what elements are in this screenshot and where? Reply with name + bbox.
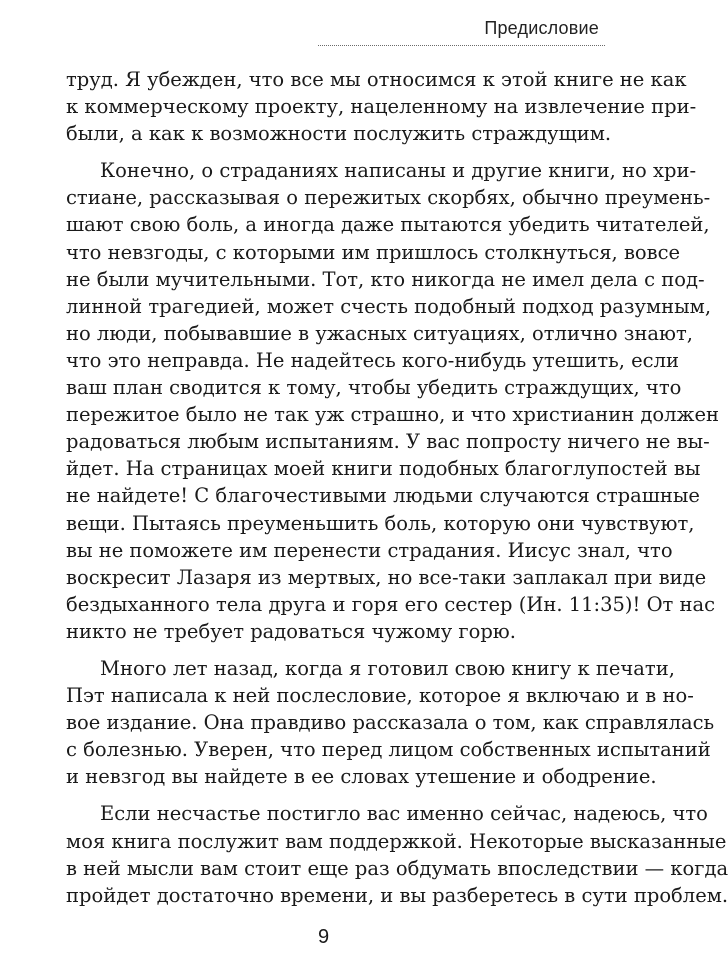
text-line: были, а как к возможности послужить страждущим. — [66, 122, 612, 146]
text-line: к коммерческому проекту, нацеленному на извлечение при- — [66, 95, 697, 119]
paragraph — [66, 800, 728, 908]
text-line: никто не требует радоваться чужому горю. — [66, 619, 516, 643]
text-line: труд. Я убежден, что все мы относимся к этой книге не как — [66, 68, 687, 91]
text-line: но люди, побывавшие в ужасных ситуациях, отлично знают, — [66, 321, 693, 345]
running-head-title: Предисловие — [484, 18, 599, 38]
text-line: и невзгод вы найдете в ее словах утешение и ободрение. — [66, 765, 657, 789]
text-line: Если несчастье постигло вас именно сейчас, надеюсь, что — [100, 802, 708, 826]
text-line: пережитое было не так уж страшно, и что христианин должен — [66, 403, 719, 427]
page-number: 9 — [317, 926, 330, 948]
body-text — [66, 66, 728, 909]
text-line: не найдете! С благочестивыми людьми случаются страшные — [66, 484, 700, 508]
text-line: воскресит Лазаря из мертвых, но все-таки заплакал при виде — [66, 565, 707, 589]
text-line: вещи. Пытаясь преуменьшить боль, которую они чувствуют, — [66, 511, 695, 535]
text-line: Пэт написала к ней послесловие, которое я включаю и в но- — [66, 684, 694, 708]
text-line: ваш план сводится к тому, чтобы убедить страждущих, что — [66, 376, 682, 400]
paragraph-gap — [66, 147, 592, 157]
text-line: в ней мысли вам стоит еще раз обдумать впоследствии — когда — [66, 856, 728, 880]
text-line: пройдет достаточно времени, и вы разберетесь в сути проблем. — [66, 883, 728, 907]
paragraph-gap — [66, 645, 592, 655]
text-line: радоваться любым испытаниям. У вас попросту ничего не вы- — [66, 430, 710, 454]
paragraph — [66, 66, 697, 147]
paragraph-gap — [66, 790, 592, 800]
text-line: моя книга послужит вам поддержкой. Некоторые высказанные — [66, 829, 727, 853]
header-dotted-rule — [318, 45, 605, 46]
text-line: йдет. На страницах моей книги подобных благоглупостей вы — [66, 457, 701, 481]
text-line: что невзгоды, с которыми им пришлось столкнуться, вовсе — [66, 240, 681, 264]
text-line: с болезнью. Уверен, что перед лицом собственных испытаний — [66, 738, 711, 762]
text-line: Конечно, о страданиях написаны и другие книги, но хри- — [100, 159, 697, 183]
text-line: что это неправда. Не надейтесь кого-нибудь утешить, если — [66, 348, 679, 372]
text-line: Много лет назад, когда я готовил свою книгу к печати, — [100, 656, 675, 680]
text-line: вое издание. Она правдиво рассказала о том, как справлялась — [66, 711, 715, 735]
text-line: не были мучительными. Тот, кто никогда не имел дела с под- — [66, 267, 705, 291]
paragraph — [66, 655, 715, 790]
text-line: бездыханного тела друга и горя его сестер (Ин. 11:35)! От нас — [66, 592, 716, 616]
text-line: стиане, рассказывая о пережитых скорбях, обычно преумень- — [66, 186, 711, 210]
paragraph — [66, 157, 719, 645]
text-line: линной трагедией, может счесть подобный подход разумным, — [66, 294, 712, 318]
text-line: шают свою боль, а иногда даже пытаются убедить читателей, — [66, 213, 710, 237]
text-line: вы не поможете им перенести страдания. Иисус знал, что — [66, 538, 673, 562]
